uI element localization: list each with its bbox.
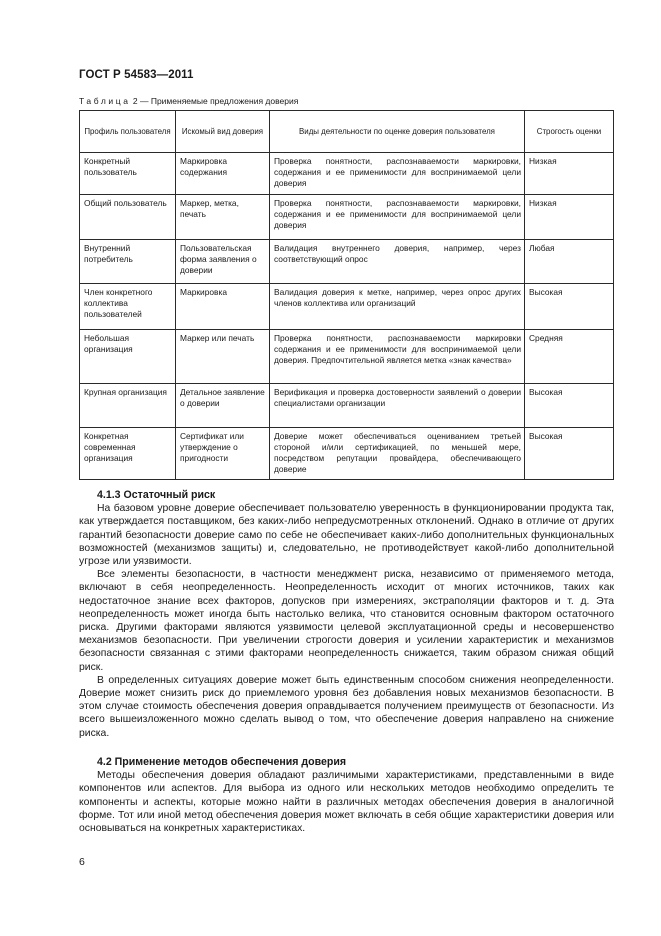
cell-trust-type: Маркер, метка, печать xyxy=(176,195,270,240)
table-header-row xyxy=(80,111,614,153)
header-trust-type: Искомый вид доверия xyxy=(176,111,270,153)
cell-activities: Валидация внутреннего доверия, например, через соответствующий опрос xyxy=(270,240,525,284)
paragraph: Методы обеспечения доверия обладают различимыми характеристиками, представленными в виде компонентов или аспектов. Для выбора из одного или нескольких методов необходимо определить те компоненты и аспекты, которые можно найти в различных методах обеспечения доверия в аналогичной форме. Тот или иной метод обеспечения доверия может включать в себя общие характеристики доверия или основываться на конкретных характеристиках. xyxy=(79,770,614,835)
cell-profile: Общий пользователь xyxy=(80,195,176,240)
cell-activities: Доверие может обеспечиваться оцениванием третьей стороной и/или сертификацией, по меньшей мере, посредством репутации провайдера, обеспечивающего доверие xyxy=(270,428,525,480)
header-rigor: Строгость оценки xyxy=(525,111,614,153)
cell-rigor: Высокая xyxy=(525,384,614,428)
cell-rigor: Низкая xyxy=(525,153,614,195)
cell-profile: Член конкретного коллектива пользователей xyxy=(80,284,176,330)
page-number: 6 xyxy=(79,856,85,868)
cell-profile: Внутренний потребитель xyxy=(80,240,176,284)
cell-profile: Небольшая организация xyxy=(80,330,176,384)
table-row xyxy=(80,428,614,480)
paragraph: На базовом уровне доверие обеспечивает пользователю уверенность в функционировании продукта так, как утверждается поставщиком, без каких-либо непредусмотренных отклонений. Однако в отличие от других гарантий безопасности доверие само по себе не обеспечивает каких-либо дополнительных функциональных возможностей (механизмов защиты) и, следовательно, не противодействует какой-либо дополнительной угрозе или уязвимости. xyxy=(79,503,614,568)
cell-activities: Проверка понятности, распознаваемости маркировки, содержания и ее применимости для воспринимаемой цели доверия xyxy=(270,195,525,240)
trust-proposals-table xyxy=(79,110,614,480)
cell-trust-type: Маркер или печать xyxy=(176,330,270,384)
section-4-1-3 xyxy=(79,489,614,740)
paragraph: В определенных ситуациях доверие может быть единственным способом снижения неопределенности. Доверие может снизить риск до приемлемого уровня без добавления новых механизмов безопасности. В этом случае стоимость обеспечения доверия оправдывается получением преимуществ от безопасности. Из всего вышеизложенного можно сделать вывод о том, что обеспечение доверия направлено на снижение риска. xyxy=(79,674,614,739)
cell-activities: Валидация доверия к метке, например, через опрос других членов коллектива или организаций xyxy=(270,284,525,330)
cell-rigor: Высокая xyxy=(525,284,614,330)
table-row xyxy=(80,330,614,384)
document-header: ГОСТ Р 54583—2011 xyxy=(79,69,194,81)
cell-trust-type: Маркировка xyxy=(176,284,270,330)
table-row xyxy=(80,384,614,428)
table-caption xyxy=(79,96,298,106)
table-caption-word: Таблица xyxy=(79,96,131,106)
cell-rigor: Средняя xyxy=(525,330,614,384)
cell-profile: Крупная организация xyxy=(80,384,176,428)
cell-activities: Проверка понятности, распознаваемости маркировки содержания и ее применимости для воспринимаемой цели доверия. Предпочтительной является метка «знак качества» xyxy=(270,330,525,384)
table-caption-title: 2 — Применяемые предложения доверия xyxy=(130,96,299,106)
cell-activities: Верификация и проверка достоверности заявлений о доверии специалистами организации xyxy=(270,384,525,428)
cell-rigor: Низкая xyxy=(525,195,614,240)
cell-profile: Конкретная современная организация xyxy=(80,428,176,480)
section-heading-assurance-methods: 4.2 Применение методов обеспечения доверия xyxy=(97,756,347,768)
cell-rigor: Любая xyxy=(525,240,614,284)
cell-trust-type: Детальное заявление о доверии xyxy=(176,384,270,428)
table-row xyxy=(80,240,614,284)
header-user-profile: Профиль пользователя xyxy=(80,111,176,153)
table-row xyxy=(80,153,614,195)
cell-trust-type: Пользовательская форма заявления о доверии xyxy=(176,240,270,284)
cell-rigor: Высокая xyxy=(525,428,614,480)
section-heading-residual-risk: 4.1.3 Остаточный риск xyxy=(97,489,216,501)
paragraph: Все элементы безопасности, в частности менеджмент риска, независимо от применяемого метода, включают в себя неопределенность. Неопределенность исходит от многих источников, таких как недостаточное знание всех факторов, допусков при измерениях, экстраполяции факторов и т. д. Эта неопределенность может иногда быть настолько велика, что становится основным фактором остаточного риска. Другими факторами являются уязвимости целевой эксплуатационной среды и несовершенство механизмов безопасности. При увеличении строгости доверия и усилении характеристик и механизмов безопасности связанная с этими факторами неопределенность снижается, таким образом снижая общий риск. xyxy=(79,569,614,673)
section-4-2 xyxy=(79,756,614,835)
table-row xyxy=(80,195,614,240)
table-row xyxy=(80,284,614,330)
cell-profile: Конкретный пользователь xyxy=(80,153,176,195)
cell-activities: Проверка понятности, распознаваемости маркировки, содержания и ее применимости для воспринимаемой цели доверия xyxy=(270,153,525,195)
cell-trust-type: Сертификат или утверждение о пригодности xyxy=(176,428,270,480)
header-activities: Виды деятельности по оценке доверия пользователя xyxy=(270,111,525,153)
cell-trust-type: Маркировка содержания xyxy=(176,153,270,195)
